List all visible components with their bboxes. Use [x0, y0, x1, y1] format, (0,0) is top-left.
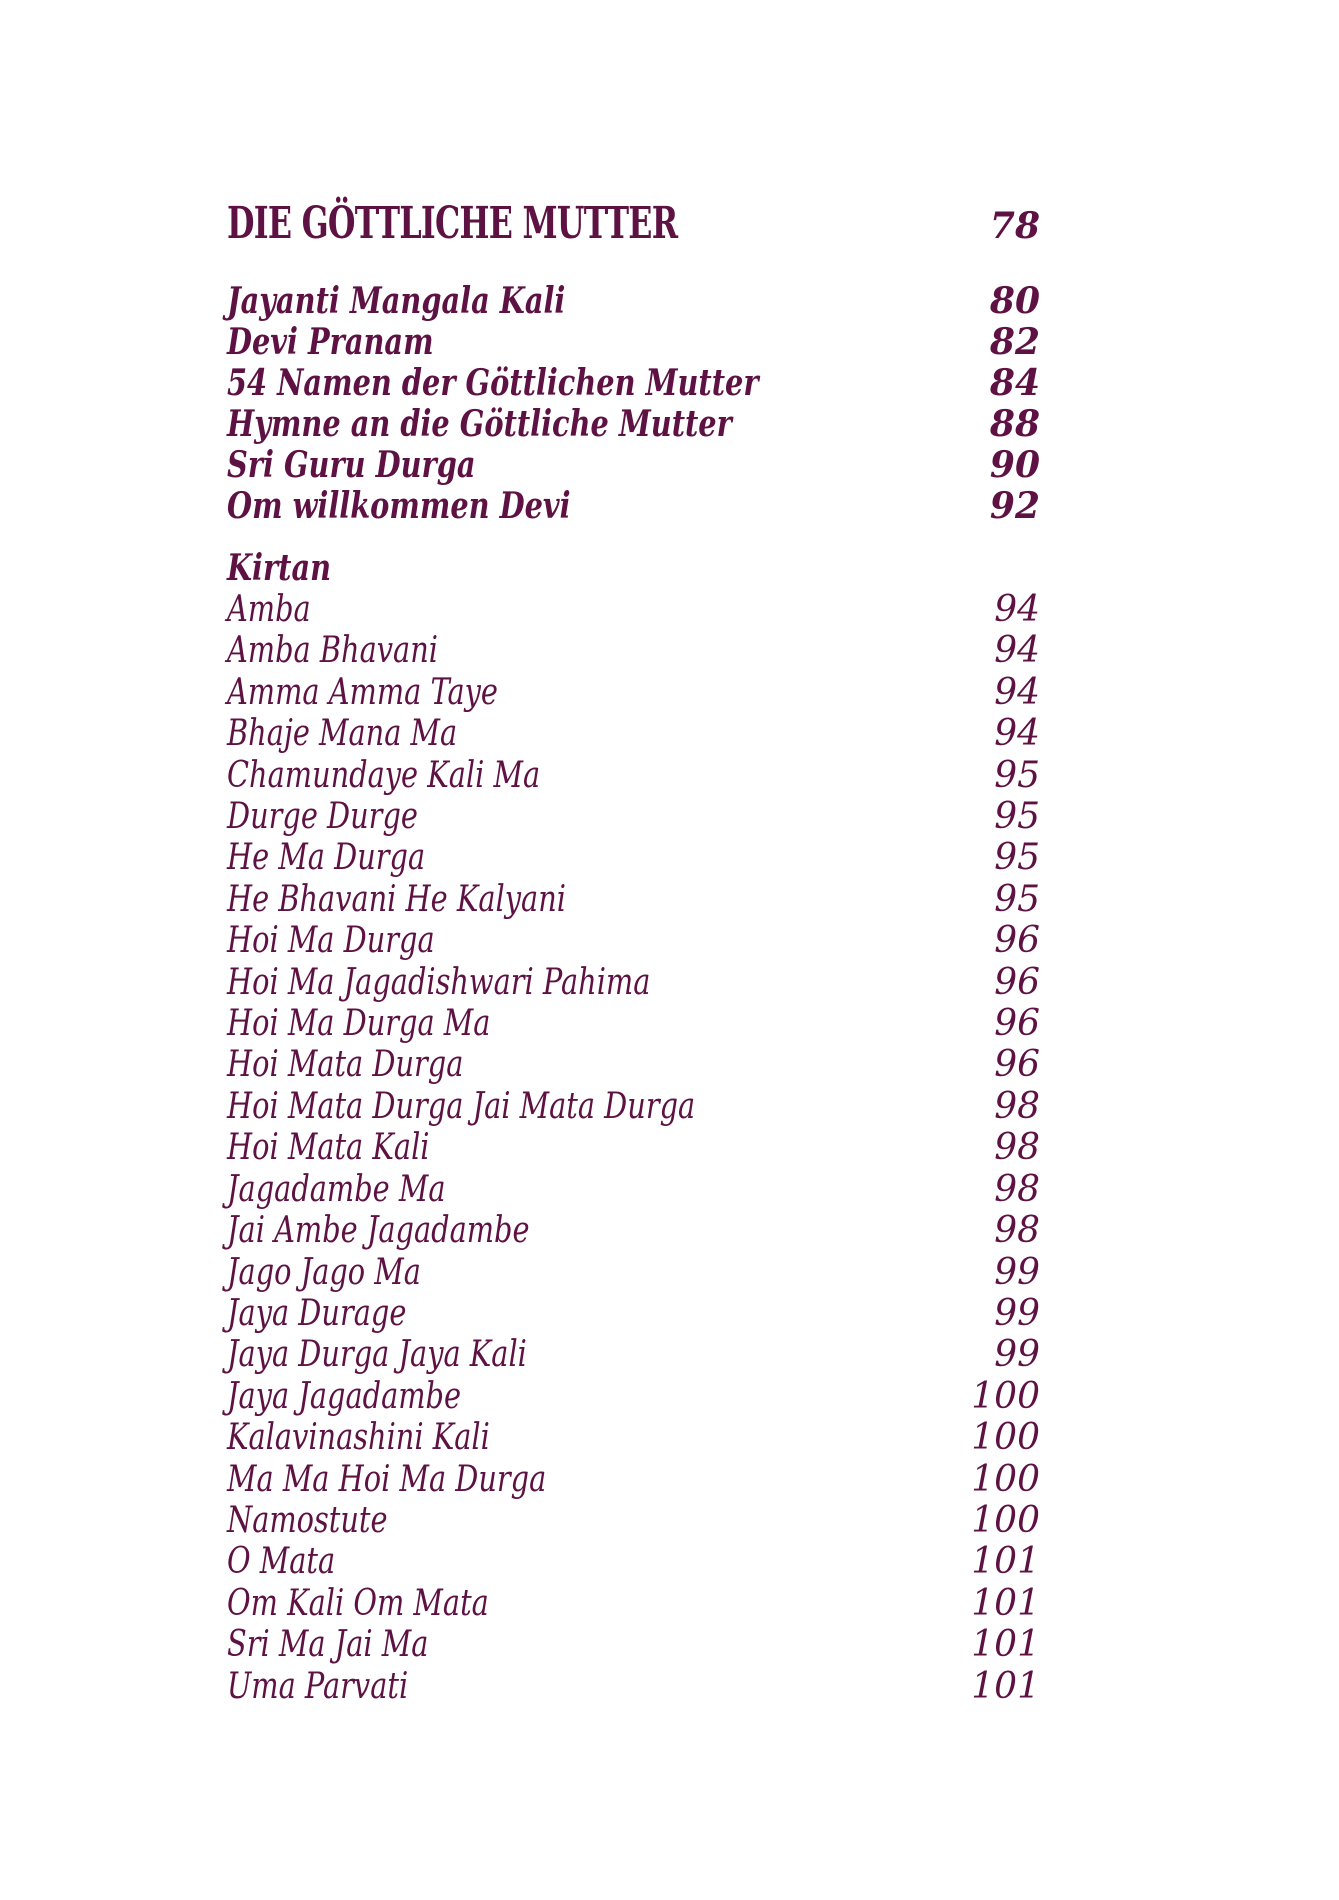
toc-entry	[227, 1003, 1040, 1044]
toc-entry	[227, 837, 1040, 878]
toc-entry-title: Amma Amma Taye	[227, 671, 498, 713]
toc-entry-page-number: 100	[971, 1417, 1040, 1459]
toc-entry	[227, 713, 1040, 754]
toc-entry	[227, 281, 1040, 322]
toc-entry	[227, 755, 1040, 796]
toc-entry	[227, 1624, 1040, 1665]
toc-entry-title: Hoi Mata Kali	[227, 1127, 430, 1169]
toc-entry-title: He Ma Durga	[227, 837, 426, 879]
toc-entry-title: Sri Guru Durga	[227, 444, 476, 486]
toc-entry	[227, 1127, 1040, 1168]
toc-entry-page-number: 96	[994, 920, 1040, 962]
toc-entry-page-number: 95	[994, 796, 1040, 838]
toc-entry-page-number: 98	[994, 1085, 1040, 1127]
toc-entry-page-number: 94	[994, 713, 1040, 755]
toc-entry-title: He Bhavani He Kalyani	[227, 878, 566, 920]
toc-entry-title: Hoi Ma Jagadishwari Pahima	[227, 961, 651, 1003]
toc-entry	[227, 589, 1040, 630]
toc-entry-title: Sri Ma Jai Ma	[227, 1624, 429, 1666]
toc-entry	[227, 1044, 1040, 1085]
toc-entry	[227, 879, 1040, 920]
toc-entry-title: Bhaje Mana Ma	[227, 713, 458, 755]
toc-entry	[227, 322, 1040, 363]
toc-entry-title: Chamundaye Kali Ma	[227, 754, 541, 796]
toc-entry-page-number: 88	[989, 403, 1040, 445]
toc-entry-page-number: 90	[989, 444, 1040, 486]
toc-entry	[227, 363, 1040, 404]
toc-entry-page-number: 80	[989, 280, 1040, 322]
toc-entry	[227, 404, 1040, 445]
part-title: DIE GÖTTLICHE MUTTER	[227, 198, 678, 249]
toc-entry	[227, 486, 1040, 527]
toc-entry-title: O Mata	[227, 1541, 336, 1583]
kirtan-section	[227, 589, 1040, 1707]
toc-entry-page-number: 101	[971, 1582, 1040, 1624]
toc-entry-page-number: 100	[971, 1458, 1040, 1500]
toc-entry	[227, 1086, 1040, 1127]
toc-entry	[227, 1252, 1040, 1293]
toc-entry-page-number: 101	[971, 1541, 1040, 1583]
toc-entry-title: Ma Ma Hoi Ma Durga	[227, 1458, 547, 1500]
toc-entry	[227, 445, 1040, 486]
toc-entry-title: Hoi Mata Durga Jai Mata Durga	[227, 1085, 696, 1127]
toc-entry-title: Om willkommen Devi	[227, 485, 571, 527]
part-title-page-number: 78	[989, 205, 1040, 247]
toc-entry	[227, 1210, 1040, 1251]
toc-entry-title: Jago Jago Ma	[227, 1251, 421, 1293]
toc-entry-page-number: 98	[994, 1127, 1040, 1169]
toc-entry-title: Amba Bhavani	[227, 630, 438, 672]
toc-entry-title: Jaya Jagadambe	[227, 1375, 462, 1417]
toc-entry-title: Jaya Durage	[227, 1292, 407, 1334]
toc-entry-page-number: 98	[994, 1168, 1040, 1210]
toc-entry-page-number: 94	[994, 671, 1040, 713]
toc-entry	[227, 1459, 1040, 1500]
toc-entry	[227, 1334, 1040, 1375]
toc-entry-page-number: 96	[994, 961, 1040, 1003]
part-title-row	[227, 198, 1040, 249]
toc-entry-page-number: 96	[994, 1044, 1040, 1086]
toc-entry-page-number: 99	[994, 1251, 1040, 1293]
toc-entry-page-number: 92	[989, 485, 1040, 527]
toc-entry	[227, 1169, 1040, 1210]
toc-entry-title: 54 Namen der Göttlichen Mutter	[227, 362, 759, 404]
toc-entry	[227, 1500, 1040, 1541]
kirtan-header-row	[227, 547, 1040, 589]
toc-entry-page-number: 94	[994, 630, 1040, 672]
toc-entry-title: Durge Durge	[227, 796, 418, 838]
toc-entry-title: Namostute	[227, 1499, 388, 1541]
toc-entry-page-number: 84	[989, 362, 1040, 404]
toc-entry	[227, 1417, 1040, 1458]
toc-entry-page-number: 99	[994, 1292, 1040, 1334]
toc-entry-page-number: 95	[994, 878, 1040, 920]
toc-entry-page-number: 82	[989, 321, 1040, 363]
toc-entry-title: Om Kali Om Mata	[227, 1582, 489, 1624]
toc-entry	[227, 1666, 1040, 1707]
toc-entry-page-number: 95	[994, 837, 1040, 879]
toc-entry-page-number: 100	[971, 1375, 1040, 1417]
toc-entry-page-number: 101	[971, 1624, 1040, 1666]
toc-entry-page-number: 94	[994, 589, 1040, 630]
toc-entry-page-number: 101	[971, 1665, 1040, 1707]
toc-entry-title: Jagadambe Ma	[227, 1168, 446, 1210]
toc-entry-title: Amba	[227, 589, 311, 630]
toc-entry	[227, 672, 1040, 713]
toc-entry	[227, 1583, 1040, 1624]
kirtan-section-header: Kirtan	[227, 547, 332, 589]
toc-entry-title: Hoi Ma Durga	[227, 920, 435, 962]
toc-entry-title: Devi Pranam	[227, 321, 434, 363]
toc-entry-page-number: 98	[994, 1210, 1040, 1252]
toc-entry	[227, 1541, 1040, 1582]
toc-entry	[227, 962, 1040, 1003]
toc-entry	[227, 630, 1040, 671]
toc-entry	[227, 796, 1040, 837]
toc-entry-title: Hoi Mata Durga	[227, 1044, 464, 1086]
toc-page	[227, 0, 1040, 1707]
toc-entry-title: Uma Parvati	[227, 1665, 409, 1707]
toc-entry-page-number: 100	[971, 1499, 1040, 1541]
toc-entry	[227, 1293, 1040, 1334]
toc-entry-title: Hymne an die Göttliche Mutter	[227, 403, 732, 445]
toc-entry-page-number: 96	[994, 1003, 1040, 1045]
toc-entry-title: Kalavinashini Kali	[227, 1417, 490, 1459]
toc-entry	[227, 920, 1040, 961]
toc-entry-page-number: 99	[994, 1334, 1040, 1376]
featured-section	[227, 281, 1040, 527]
toc-entry-title: Jai Ambe Jagadambe	[227, 1210, 530, 1252]
toc-entry-page-number: 95	[994, 754, 1040, 796]
toc-entry-title: Hoi Ma Durga Ma	[227, 1003, 491, 1045]
toc-entry	[227, 1376, 1040, 1417]
toc-entry-title: Jaya Durga Jaya Kali	[227, 1334, 527, 1376]
toc-entry-title: Jayanti Mangala Kali	[227, 280, 566, 322]
